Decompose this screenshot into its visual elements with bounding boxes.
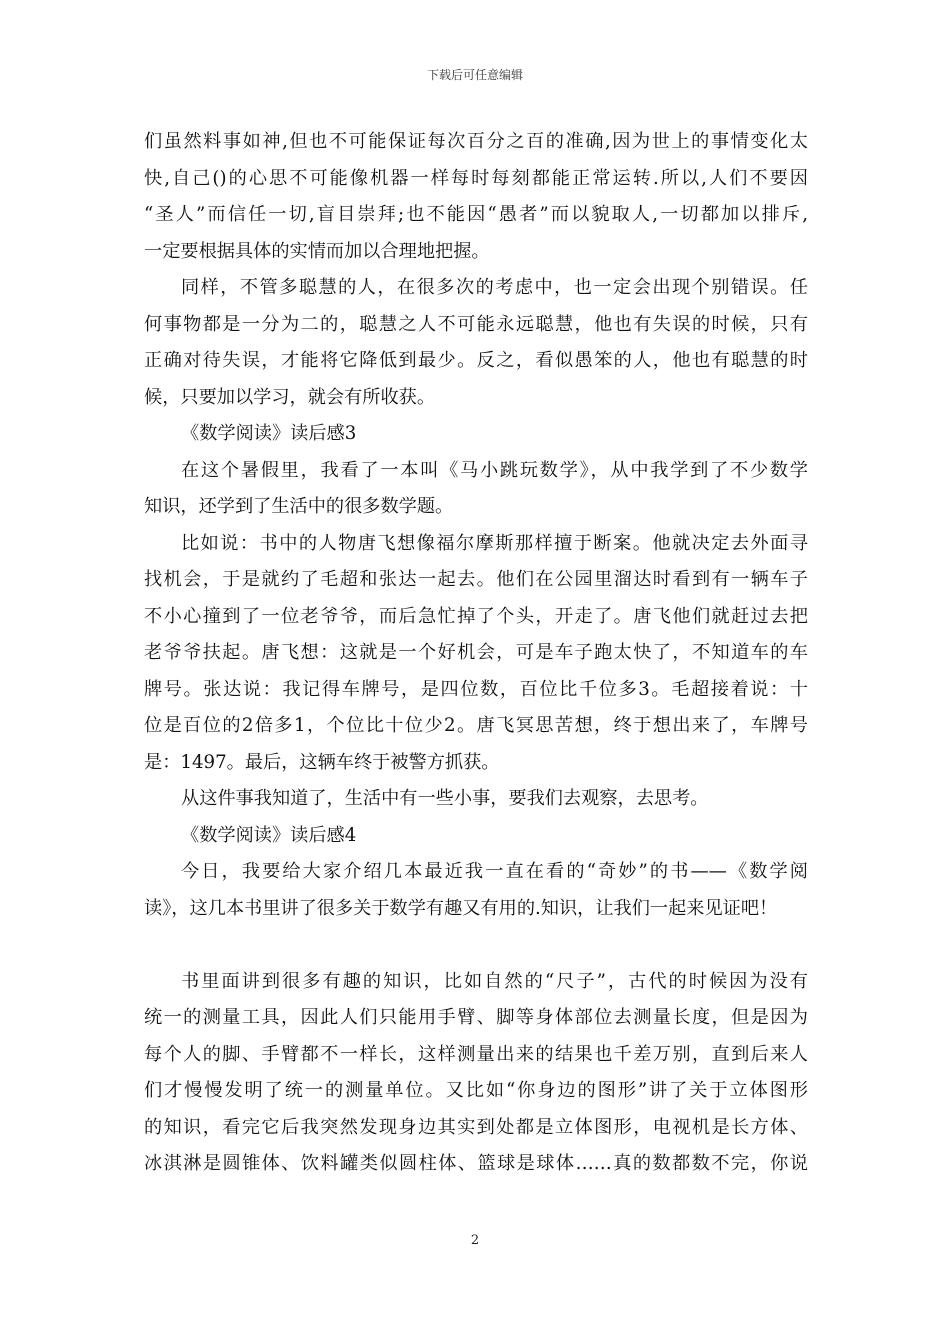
- text-line: 们才慢慢发明了统一的测量单位。又比如“你身边的图形”讲了关于立体图形: [144, 1080, 808, 1101]
- text-line: 位是百位的2倍多1，个位比十位少2。唐飞冥思苦想，终于想出来了，车牌号: [144, 715, 808, 736]
- section-heading: [144, 818, 808, 855]
- text-line: 一定要根据具体的实情而加以合理地把握。: [144, 240, 490, 262]
- text-line: 今日，我要给大家介绍几本最近我一直在看的“奇妙”的书——《数学阅: [181, 861, 808, 882]
- text-line: “圣人”而信任一切,盲目崇拜;也不能因“愚者”而以貌取人,一切都加以排斥,: [144, 204, 808, 225]
- text-line: 知识，还学到了生活中的很多数学题。: [144, 496, 454, 517]
- paragraph: [144, 270, 808, 416]
- paragraph: [144, 964, 808, 1183]
- paragraph: [144, 526, 808, 782]
- paragraph: [144, 781, 808, 818]
- text-line: 何事物都是一分为二的，聪慧之人不可能永远聪慧，他也有失误的时候，只有: [144, 313, 808, 335]
- text-line: 读》，这几本书里讲了很多关于数学有趣又有用的.知识，让我们一起来见证吧！: [144, 897, 778, 919]
- text-line: 牌号。张达说：我记得车牌号，是四位数，百位比千位多3。毛超接着说：十: [144, 678, 808, 700]
- paragraph: [144, 124, 808, 270]
- page-number: 2: [470, 1233, 480, 1248]
- text-line: 正确对待失误，才能将它降低到最少。反之，看似愚笨的人，他也有聪慧的时: [144, 350, 808, 371]
- text-line: 每个人的脚、手臂都不一样长，这样测量出来的结果也千差万别，直到后来人: [144, 1043, 808, 1065]
- paragraph: [144, 453, 808, 526]
- section-heading-text: 《数学阅读》读后感3: [181, 423, 357, 444]
- text-line: 同样，不管多聪慧的人，在很多次的考虑中，也一定会出现个别错误。任: [181, 277, 808, 298]
- text-line: 是：1497。最后，这辆车终于被警方抓获。: [144, 751, 500, 773]
- section-heading: [144, 416, 808, 453]
- text-line: 从这件事我知道了，生活中有一些小事，要我们去观察，去思考。: [181, 788, 709, 809]
- document-body: [144, 124, 808, 1183]
- text-line: 找机会，于是就约了毛超和张达一起去。他们在公园里溜达时看到有一辆车子: [144, 569, 808, 590]
- text-line: 不小心撞到了一位老爷爷，而后急忙掉了个头，开走了。唐飞他们就赶过去把: [144, 605, 808, 627]
- paragraph: [144, 854, 808, 927]
- page-header: 下载后可任意编辑: [426, 68, 523, 82]
- text-line: 候，只要加以学习，就会有所收获。: [144, 386, 436, 408]
- text-line: 统一的测量工具，因此人们只能用手臂、脚等身体部位去测量长度，但是因为: [144, 1007, 808, 1028]
- text-line: 们虽然料事如神,但也不可能保证每次百分之百的准确,因为世上的事情变化太: [144, 131, 808, 152]
- text-line: 书里面讲到很多有趣的知识，比如自然的“尺子”，古代的时候因为没有: [181, 970, 808, 992]
- section-heading-text: 《数学阅读》读后感4: [181, 824, 357, 846]
- text-line: 在这个暑假里，我看了一本叫《马小跳玩数学》，从中我学到了不少数学: [181, 459, 808, 481]
- text-line: 冰淇淋是圆锥体、饮料罐类似圆柱体、篮球是球体……真的数都数不完，你说: [144, 1153, 808, 1174]
- text-line: 的知识，看完它后我突然发现身边其实到处都是立体图形，电视机是长方体、: [144, 1116, 808, 1138]
- blank-line: [144, 927, 808, 964]
- text-line: 比如说：书中的人物唐飞想像福尔摩斯那样擅于断案。他就决定去外面寻: [181, 532, 808, 554]
- text-line: 老爷爷扶起。唐飞想：这就是一个好机会，可是车子跑太快了，不知道车的车: [144, 642, 808, 663]
- text-line: 快,自己()的心思不可能像机器一样每时每刻都能正常运转.所以,人们不要因: [144, 167, 808, 189]
